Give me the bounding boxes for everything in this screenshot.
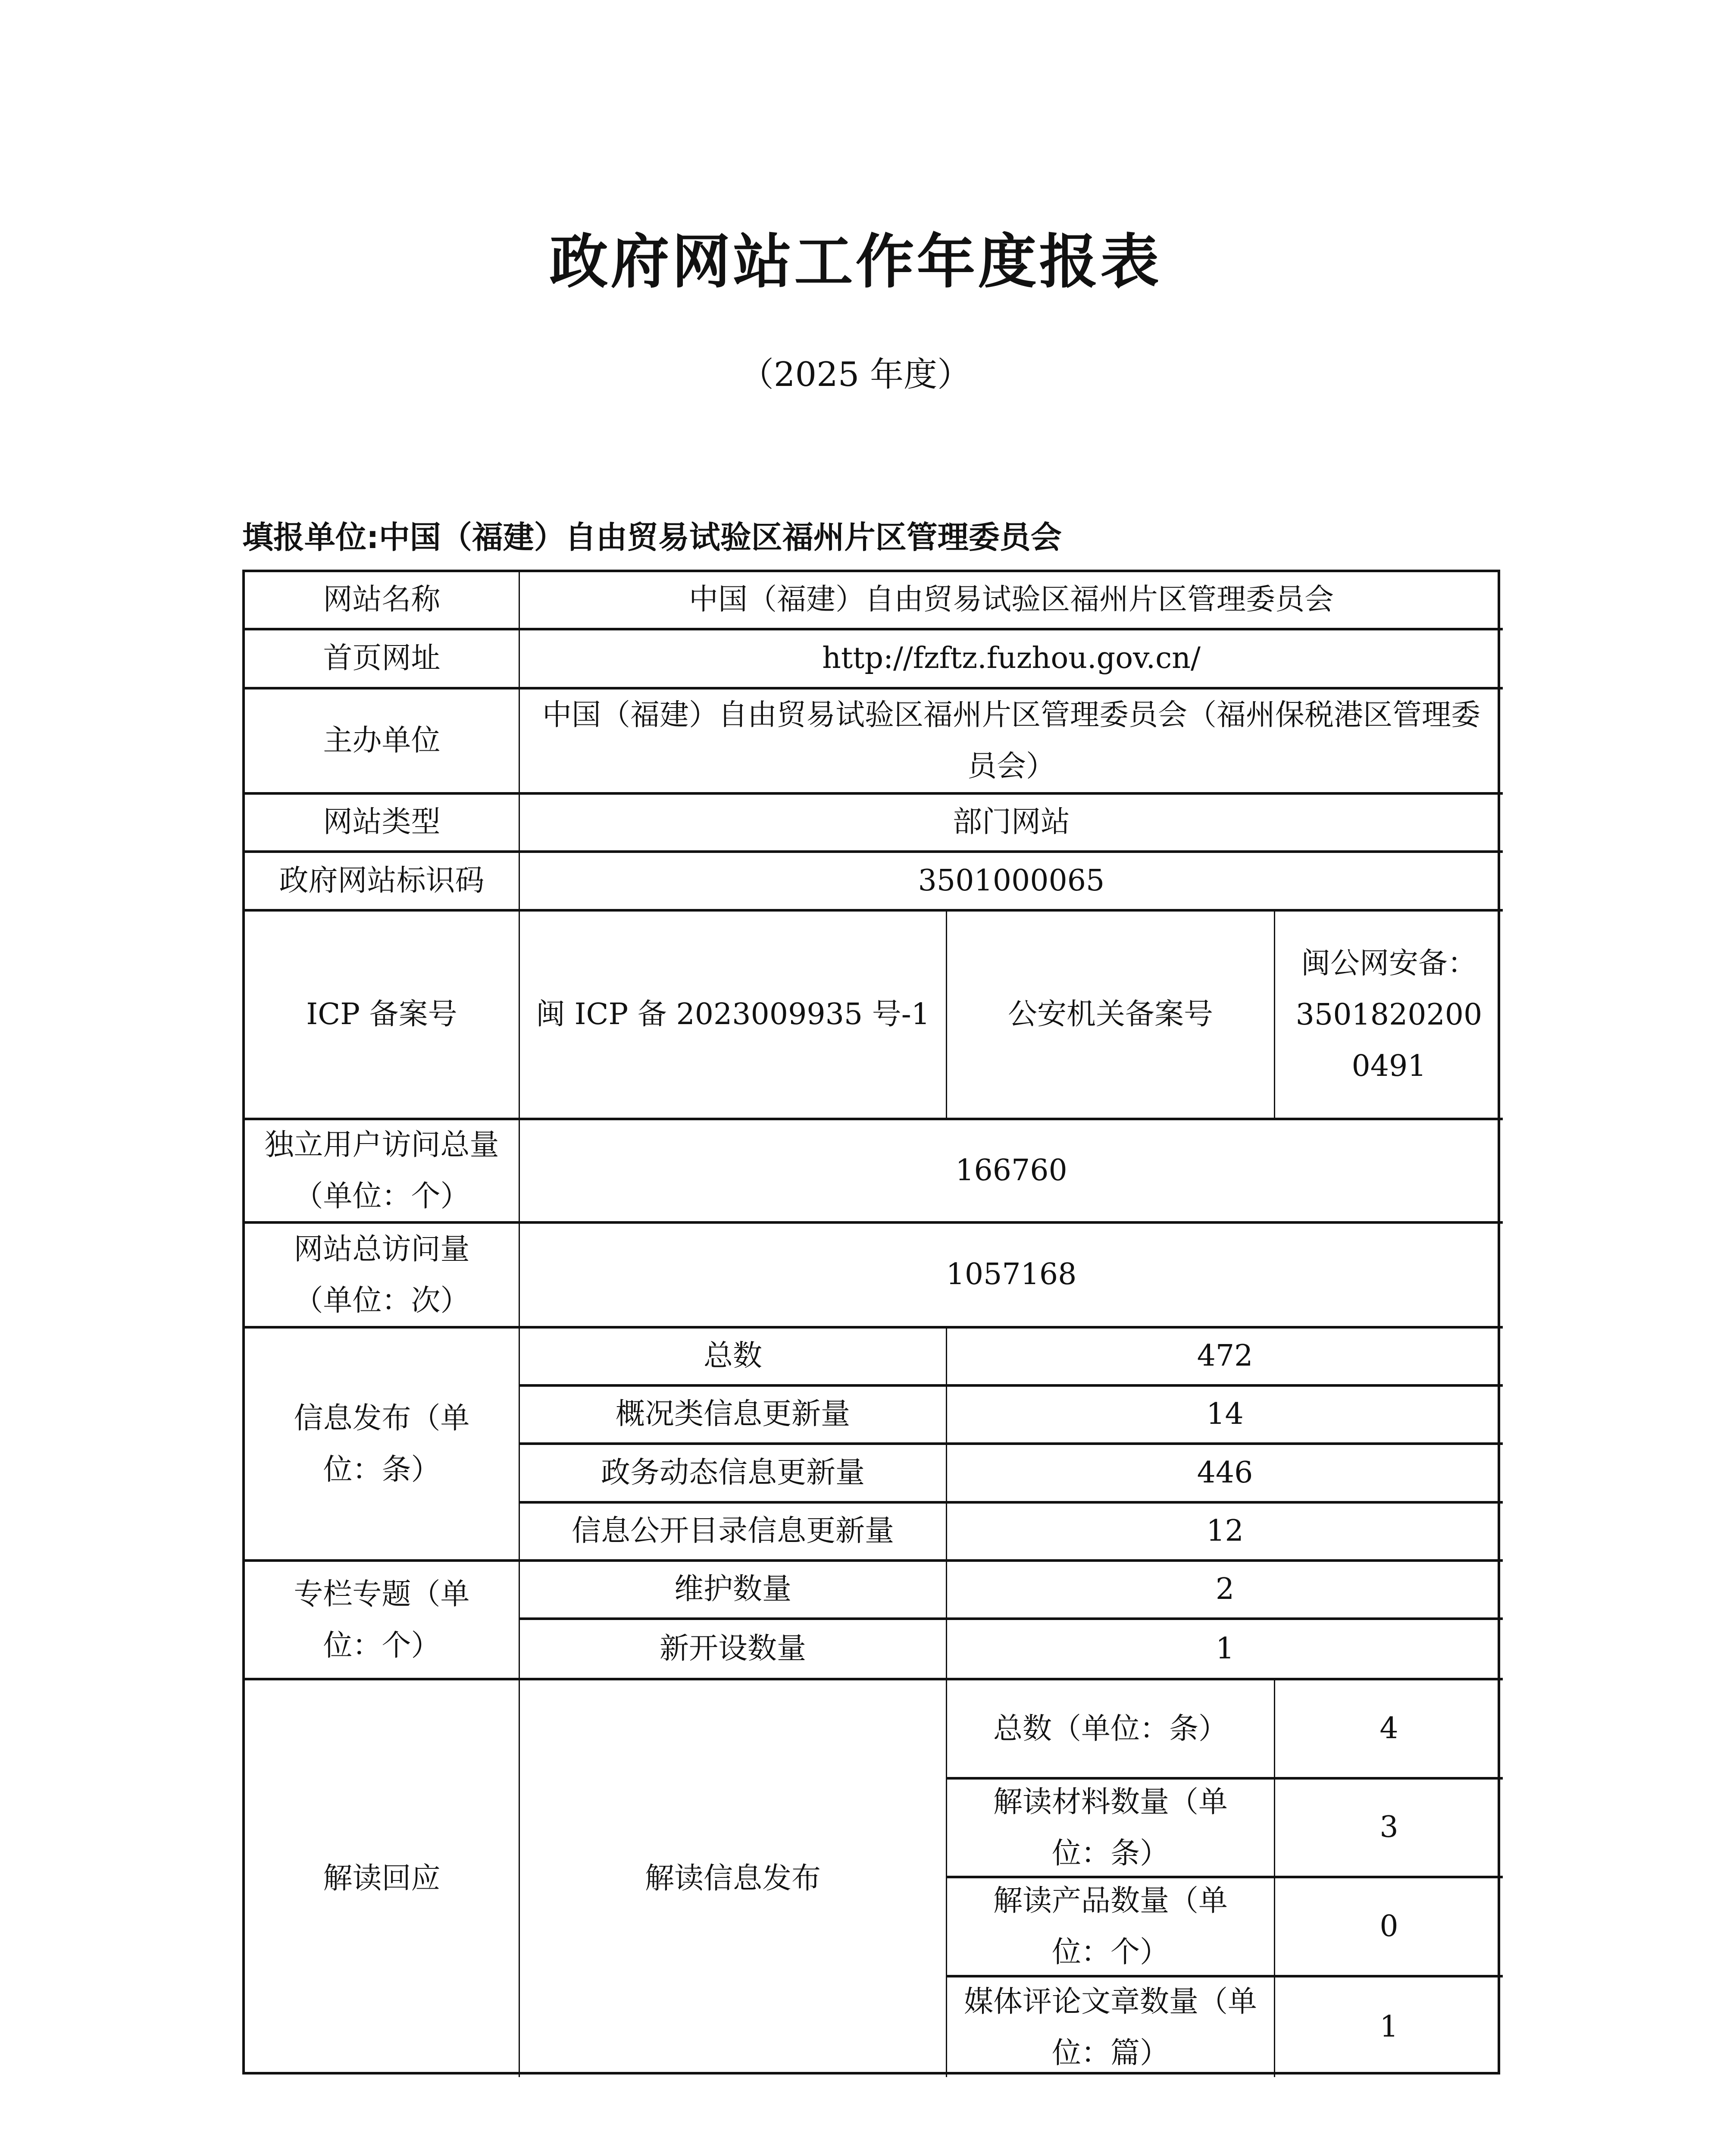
report-year: （2025 年度） <box>740 355 971 394</box>
report-table <box>242 570 1500 2075</box>
info-release-row-label: 总数 <box>520 1329 947 1387</box>
info-release-row-value: 14 <box>947 1387 1503 1445</box>
site-code-label: 政府网站标识码 <box>245 853 520 912</box>
interpretation-row-value: 4 <box>1275 1680 1503 1780</box>
page-title: 政府网站工作年度报表 <box>549 228 1162 296</box>
interpretation-row-label: 总数（单位：条） <box>947 1680 1275 1780</box>
interpretation-row-value: 0 <box>1275 1878 1503 1977</box>
info-release-row-label: 概况类信息更新量 <box>520 1387 947 1445</box>
info-release-label: 信息发布（单位：条） <box>245 1329 520 1562</box>
interpretation-row-label: 媒体评论文章数量（单位：篇） <box>947 1977 1275 2077</box>
site-type-value: 部门网站 <box>520 795 1503 853</box>
reporting-unit: 填报单位:中国（福建）自由贸易试验区福州片区管理委员会 <box>242 519 1062 555</box>
interpretation-row-label: 解读材料数量（单位：条） <box>947 1780 1275 1878</box>
info-release-row-value: 472 <box>947 1329 1503 1387</box>
info-release-row-label: 政务动态信息更新量 <box>520 1445 947 1504</box>
info-release-row-value: 446 <box>947 1445 1503 1504</box>
icp-label: ICP 备案号 <box>245 912 520 1120</box>
total-visits-label: 网站总访问量（单位：次） <box>245 1224 520 1329</box>
interpretation-sub-label: 解读信息发布 <box>520 1680 947 2077</box>
interpretation-row-label: 解读产品数量（单位：个） <box>947 1878 1275 1977</box>
info-release-row-label: 信息公开目录信息更新量 <box>520 1504 947 1562</box>
columns-row-value: 1 <box>947 1620 1503 1680</box>
columns-row-label: 维护数量 <box>520 1562 947 1620</box>
interpretation-label: 解读回应 <box>245 1680 520 2077</box>
columns-row-label: 新开设数量 <box>520 1620 947 1680</box>
homepage-url-label: 首页网址 <box>245 630 520 689</box>
columns-row-value: 2 <box>947 1562 1503 1620</box>
info-release-row-value: 12 <box>947 1504 1503 1562</box>
sponsor-label: 主办单位 <box>245 689 520 795</box>
site-code-value: 3501000065 <box>520 853 1503 912</box>
columns-label: 专栏专题（单位：个） <box>245 1562 520 1680</box>
site-name-label: 网站名称 <box>245 572 520 630</box>
unique-visitors-value: 166760 <box>520 1120 1503 1224</box>
police-record-label: 公安机关备案号 <box>947 912 1275 1120</box>
interpretation-row-value: 1 <box>1379 2010 1398 2044</box>
interpretation-row-value: 3 <box>1275 1780 1503 1878</box>
police-record-value: 闽公网安备：35018202000491 <box>1275 912 1503 1120</box>
homepage-url-value: http://fzftz.fuzhou.gov.cn/ <box>520 630 1503 689</box>
unique-visitors-label: 独立用户访问总量（单位：个） <box>245 1120 520 1224</box>
site-type-label: 网站类型 <box>245 795 520 853</box>
site-name-value: 中国（福建）自由贸易试验区福州片区管理委员会 <box>520 572 1503 630</box>
total-visits-value: 1057168 <box>520 1224 1503 1329</box>
icp-value: 闽 ICP 备 2023009935 号-1 <box>520 912 947 1120</box>
sponsor-value: 中国（福建）自由贸易试验区福州片区管理委员会（福州保税港区管理委员会） <box>520 689 1503 795</box>
